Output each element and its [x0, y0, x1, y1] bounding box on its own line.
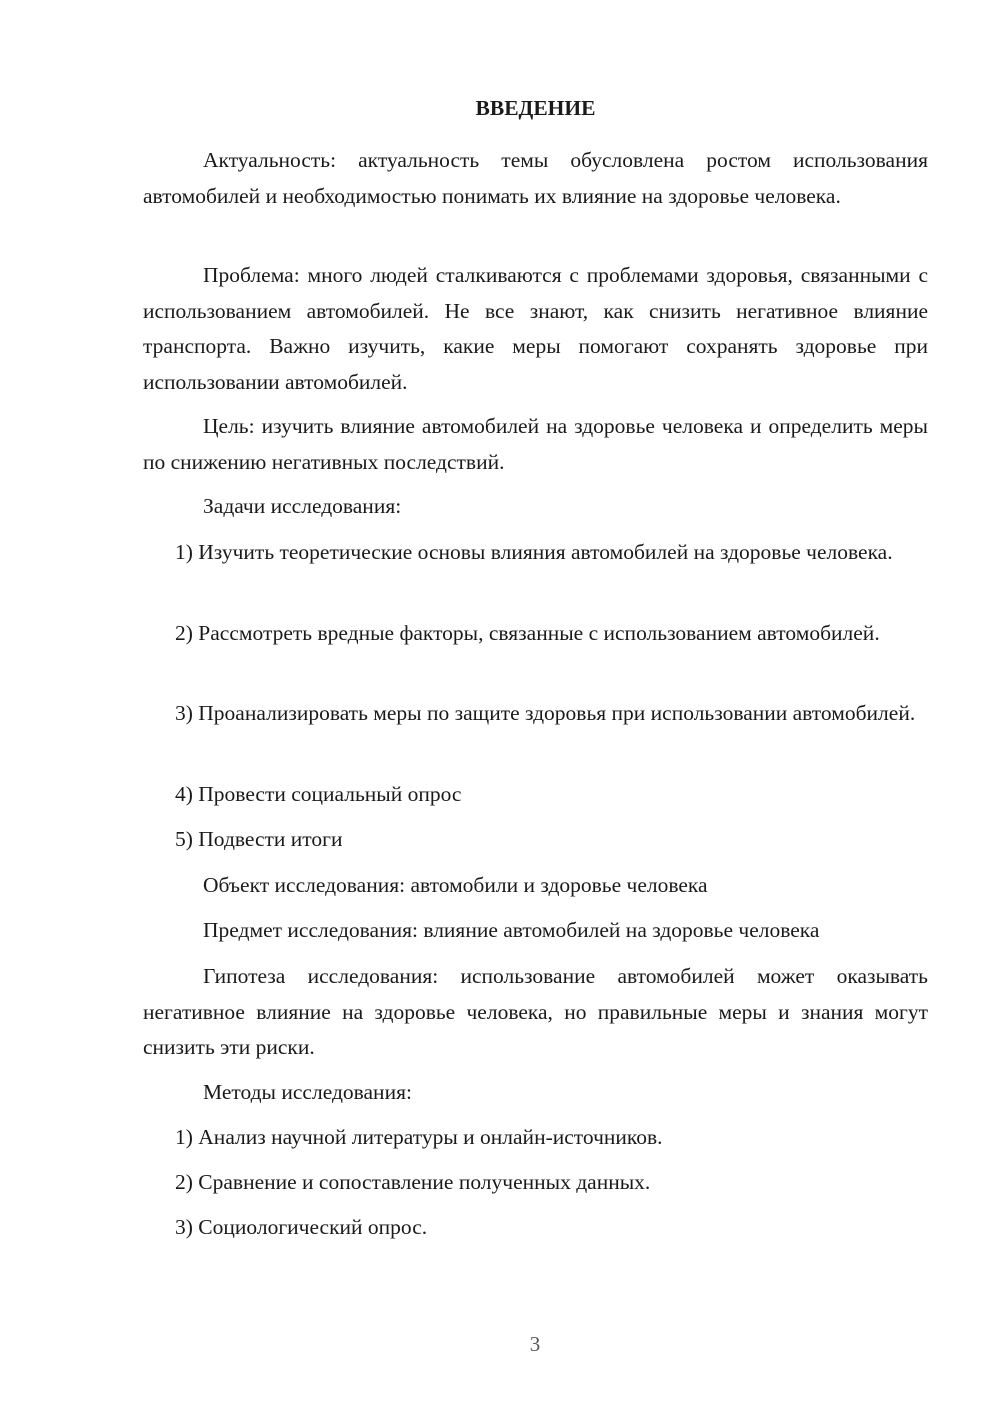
object-paragraph: Объект исследования: автомобили и здоровье человека — [203, 873, 708, 897]
method-item: 3) Социологический опрос. — [175, 1215, 428, 1239]
task-item: 3) Проанализировать меры по защите здоровья при использовании автомобилей. — [175, 701, 916, 725]
method-item: 2) Сравнение и сопоставление полученных данных. — [175, 1170, 651, 1194]
method-item: 1) Анализ научной литературы и онлайн-источников. — [175, 1125, 663, 1149]
goal-paragraph: Цель: изучить влияние автомобилей на здоровье человека и определить меры по снижению негативных последствий. — [143, 414, 928, 474]
hypothesis-paragraph: Гипотеза исследования: использование автомобилей может оказывать негативное влияние на здоровье человека, но правильные меры и знания могут снизить эти риски. — [143, 964, 928, 1059]
task-item: 4) Провести социальный опрос — [175, 782, 462, 806]
subject-paragraph: Предмет исследования: влияние автомобилей на здоровье человека — [203, 918, 820, 942]
problem-paragraph: Проблема: много людей сталкиваются с проблемами здоровья, связанными с использованием автомобилей. Не все знают, как снизить негативное влияние транспорта. Важно изучить, какие меры помогают сохранять здоровье при использовании автомобилей. — [143, 263, 928, 394]
tasks-heading: Задачи исследования: — [203, 494, 402, 518]
task-item: 1) Изучить теоретические основы влияния автомобилей на здоровье человека. — [175, 540, 893, 564]
methods-heading: Методы исследования: — [203, 1080, 412, 1104]
relevance-paragraph: Актуальность: актуальность темы обусловлена ростом использования автомобилей и необходимостью понимать их влияние на здоровье человека. — [143, 148, 928, 208]
task-item: 5) Подвести итоги — [175, 827, 343, 851]
task-item: 2) Рассмотреть вредные факторы, связанные с использованием автомобилей. — [175, 621, 880, 645]
page-number: 3 — [529, 1332, 541, 1356]
page-title: ВВЕДЕНИЕ — [475, 96, 596, 120]
